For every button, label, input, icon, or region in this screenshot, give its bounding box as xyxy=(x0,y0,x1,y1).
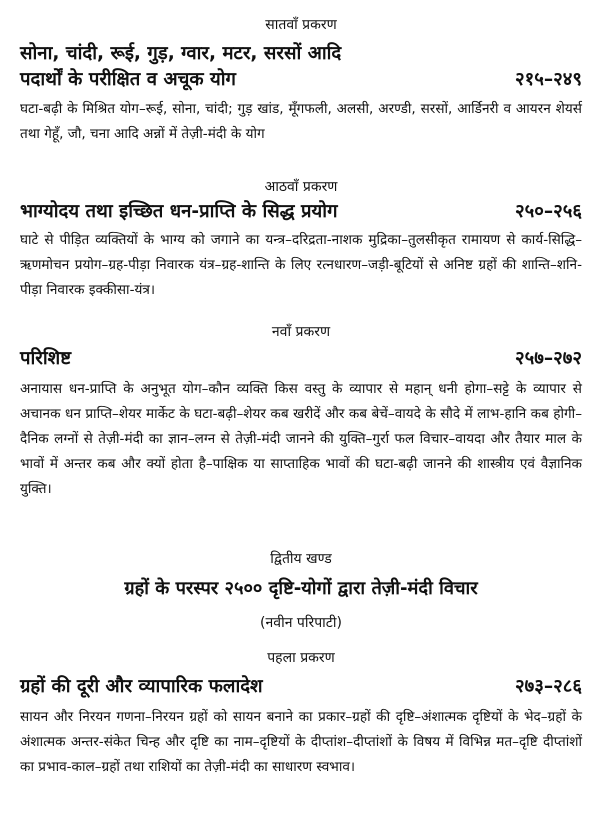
chapter-7-title-line2: पदार्थों के परीक्षित व अचूक योग xyxy=(20,69,236,90)
chapter-part2-1-body: सायन और निरयन गणना–निरयन ग्रहों को सायन बनाने का प्रकार–ग्रहों की दृष्टि–अंशात्मक दृष्टियों के भेद–ग्रहों के अंशात्मक अन्तर-संकेत चिन्ह और दृष्टि का नाम–दृष्टियों के दीप्तांश–दीप्तांशों के विषय में विभिन्न मत–दृष्टि दीप्तांशों का प्रभाव-काल–ग्रहों तथा राशियों का तेज़ी-मंदी का साधारण स्वभाव। xyxy=(20,709,582,775)
chapter-7-label: सातवाँ प्रकरण xyxy=(265,17,337,33)
chapter-8-pages: २५०–२५६ xyxy=(515,201,582,222)
chapter-7 xyxy=(20,15,582,147)
chapter-9 xyxy=(20,322,582,502)
chapter-part2-1-label: पहला प्रकरण xyxy=(267,650,335,666)
chapter-part2-1-pages: २७३–२८६ xyxy=(515,676,582,697)
chapter-9-title-row xyxy=(20,346,582,372)
chapter-part2-1 xyxy=(20,648,582,780)
chapter-7-pages: २१५–२४९ xyxy=(515,69,582,90)
chapter-8 xyxy=(20,177,582,303)
chapter-part2-1-title-row xyxy=(20,674,582,700)
chapter-7-title-row xyxy=(20,67,582,93)
chapter-9-title: परिशिष्ट xyxy=(20,348,72,369)
part-2-title: ग्रहों के परस्पर २५०० दृष्टि-योगों द्वारा तेज़ी-मंदी विचार xyxy=(124,578,478,599)
chapter-7-body: घटा-बढ़ी के मिश्रित योग–रूई, सोना, चांदी; गुड़ खांड, मूँगफली, अलसी, अरण्डी, सरसों, आर्डिनरी व आयरन शेयर्स तथा गेहूँ, जौ, चना आदि अन्नों में तेज़ी-मंदी के योग xyxy=(20,101,582,142)
chapter-8-title-row xyxy=(20,199,582,225)
chapter-8-body: घाटे से पीड़ित व्यक्तियों के भाग्य को जगाने का यन्त्र–दरिद्रता-नाशक मुद्रिका–तुलसीकृत रामायण से कार्य-सिद्धि–ऋणमोचन प्रयोग–ग्रह-पीड़ा निवारक यंत्र–ग्रह-शान्ति के लिए रत्नधारण–जड़ी-बूटियों से अनिष्ट ग्रहों की शान्ति–शनि-पीड़ा निवारक इक्कीसा-यंत्र। xyxy=(20,232,582,298)
chapter-8-title: भाग्योदय तथा इच्छित धन-प्राप्ति के सिद्ध प्रयोग xyxy=(20,201,338,222)
chapter-9-body: अनायास धन-प्राप्ति के अनुभूत योग–कौन व्यक्ति किस वस्तु के व्यापार से महान् धनी होगा–सट्टे के व्यापार से अचानक धन प्राप्ति–शेयर मार्केट के घटा-बढ़ी–शेयर कब खरीदें और कब बेचें–वायदे के सौदे में लाभ-हानि कब होगी–दैनिक लग्नों से तेज़ी-मंदी का ज्ञान–लग्न से तेज़ी-मंदी जानने की युक्ति–गुर्रा फल विचार–वायदा और तैयार माल के भावों में अन्तर कब और क्यों होता है–पाक्षिक या साप्ताहिक भावों की घटा-बढ़ी जानने की शास्त्रीय एवं वैज्ञानिक युक्ति। xyxy=(20,381,582,497)
chapter-part2-1-title: ग्रहों की दूरी और व्यापारिक फलादेश xyxy=(20,676,263,697)
chapter-7-title-line1: सोना, चांदी, रूई, गुड़, ग्वार, मटर, सरसों आदि xyxy=(20,43,342,64)
chapter-9-label: नवाँ प्रकरण xyxy=(271,324,331,340)
chapter-8-label: आठवाँ प्रकरण xyxy=(264,179,338,195)
part-2-subtitle: (नवीन परिपाटी) xyxy=(260,615,342,631)
part-2-label: द्वितीय खण्ड xyxy=(270,551,332,567)
chapter-9-pages: २५७–२७२ xyxy=(515,348,582,369)
part-2-heading xyxy=(20,548,582,634)
